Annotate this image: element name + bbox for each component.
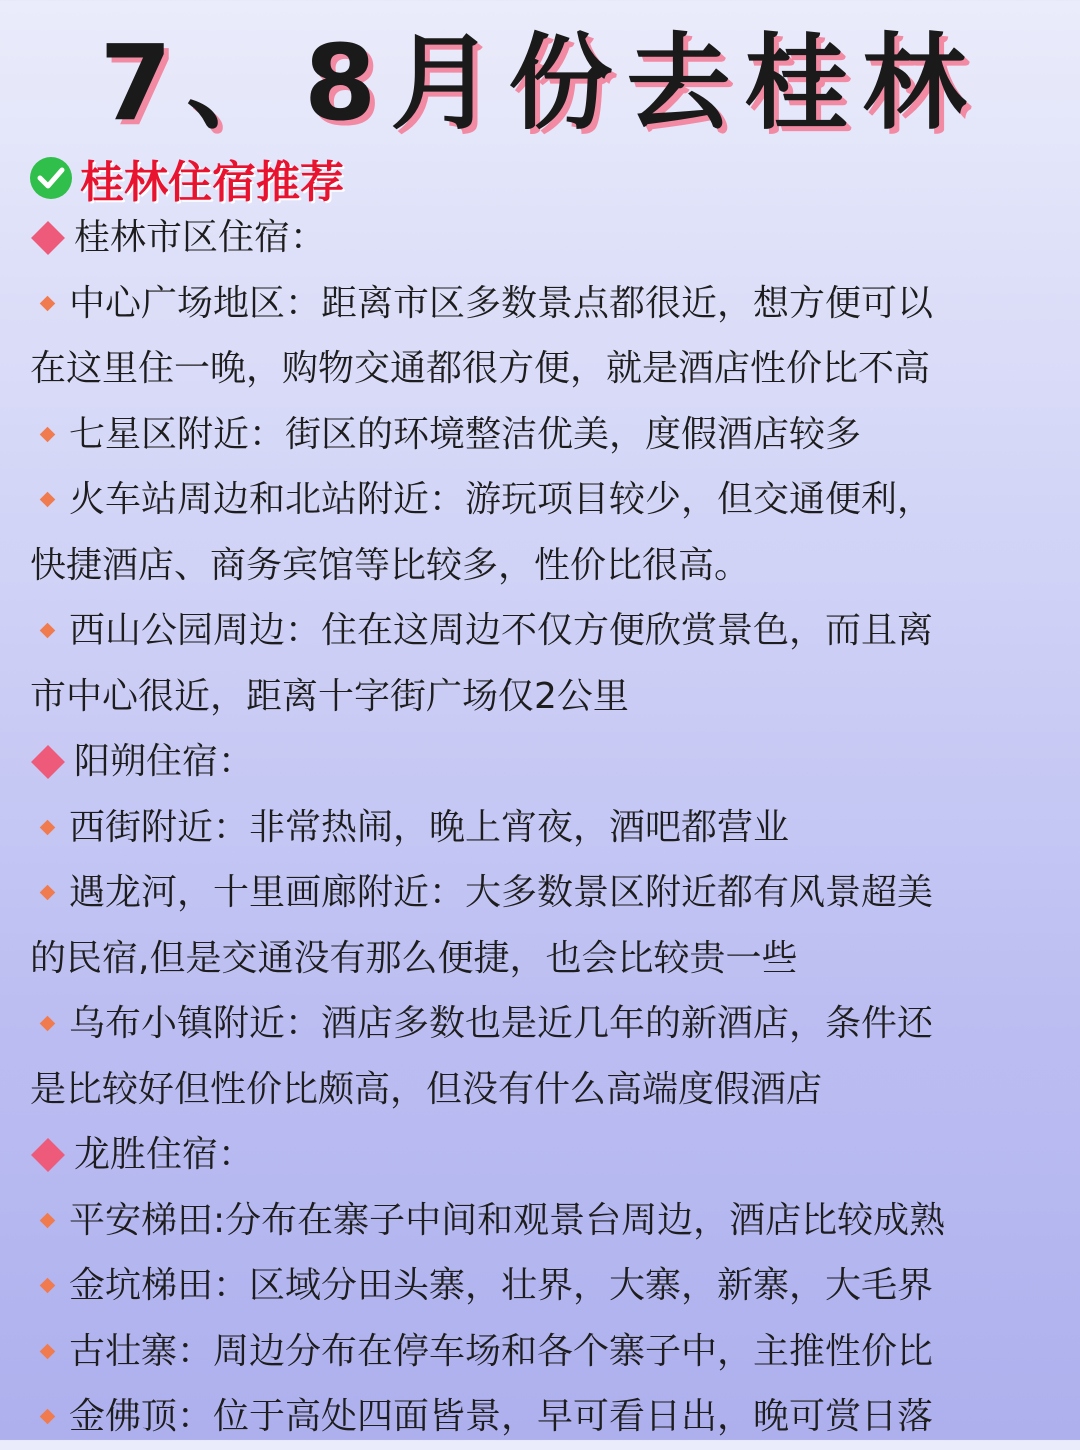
- list-item-continuation: [30, 533, 1040, 599]
- pink-diamond-icon: [31, 745, 65, 779]
- line-text: 龙胜住宿：: [74, 1134, 255, 1175]
- line-text: 平安梯田:分布在寨子中间和观景台周边，酒店比较成熟: [69, 1199, 946, 1241]
- list-item: [30, 1188, 1040, 1254]
- orange-diamond-bullet-icon: [40, 1212, 56, 1228]
- orange-diamond-bullet-icon: [40, 1016, 56, 1032]
- line-text: 市中心很近，距离十字街广场仅2公里: [30, 675, 629, 717]
- list-item-continuation: [30, 664, 1040, 730]
- pink-diamond-icon: [31, 1138, 65, 1172]
- line-text: 火车站周边和北站附近：游玩项目较少，但交通便利，: [69, 479, 934, 520]
- list-item: [30, 402, 1040, 468]
- line-text: 是比较好但性价比颇高，但没有什么高端度假酒店: [30, 1068, 823, 1110]
- accommodation-list: [30, 205, 1040, 1450]
- line-text: 阳朔住宿：: [74, 741, 255, 782]
- orange-diamond-bullet-icon: [40, 426, 56, 442]
- check-circle-icon: [30, 157, 72, 199]
- line-text: 乌布小镇附近：酒店多数也是近几年的新酒店，条件还: [69, 1003, 934, 1044]
- orange-diamond-bullet-icon: [40, 819, 56, 835]
- pink-diamond-icon: [31, 221, 65, 255]
- line-text: 古壮寨：周边分布在停车场和各个寨子中，主推性价比: [69, 1330, 934, 1372]
- line-text: 在这里住一晚，购物交通都很方便，就是酒店性价比不高: [30, 348, 931, 389]
- orange-diamond-bullet-icon: [40, 1409, 56, 1425]
- line-text: 中心广场地区：距离市区多数景点都很近，想方便可以: [69, 282, 934, 324]
- list-item: [30, 991, 1040, 1057]
- list-item: [30, 271, 1040, 337]
- list-item-continuation: [30, 336, 1040, 402]
- section-header: [30, 150, 344, 206]
- line-text: 遇龙河，十里画廊附近：大多数景区附近都有风景超美: [69, 872, 934, 913]
- list-item: [30, 598, 1040, 664]
- area-heading: [30, 205, 1040, 271]
- list-item: [30, 1253, 1040, 1319]
- line-text: 西街附近：非常热闹，晚上宵夜，酒吧都营业: [69, 806, 790, 848]
- line-text: 金坑梯田：区域分田头寨，壮界，大寨，新寨，大毛界: [69, 1265, 934, 1306]
- orange-diamond-bullet-icon: [40, 492, 56, 508]
- line-text: 七星区附近：街区的环境整洁优美，度假酒店较多: [69, 413, 862, 455]
- list-item: [30, 1319, 1040, 1385]
- area-heading: [30, 1122, 1040, 1188]
- list-item-continuation: [30, 926, 1040, 992]
- section-title: 桂林住宿推荐: [80, 157, 344, 208]
- line-text: 桂林市区住宿：: [74, 217, 327, 258]
- area-heading: [30, 729, 1040, 795]
- list-item: [30, 467, 1040, 533]
- orange-diamond-bullet-icon: [40, 623, 56, 639]
- list-item: [30, 860, 1040, 926]
- orange-diamond-bullet-icon: [40, 295, 56, 311]
- line-text: 的民宿,但是交通没有那么便捷，也会比较贵一些: [30, 937, 798, 979]
- line-text: 西山公园周边：住在这周边不仅方便欣赏景色，而且离: [69, 610, 934, 651]
- orange-diamond-bullet-icon: [40, 885, 56, 901]
- list-item: [30, 795, 1040, 861]
- line-text: 金佛顶：位于高处四面皆景，早可看日出，晚可赏日落: [69, 1396, 934, 1437]
- page-title: 7、8月份去桂林: [99, 22, 981, 144]
- orange-diamond-bullet-icon: [40, 1278, 56, 1294]
- list-item-continuation: [30, 1057, 1040, 1123]
- orange-diamond-bullet-icon: [40, 1343, 56, 1359]
- line-text: 快捷酒店、商务宾馆等比较多，性价比很高。: [30, 544, 751, 586]
